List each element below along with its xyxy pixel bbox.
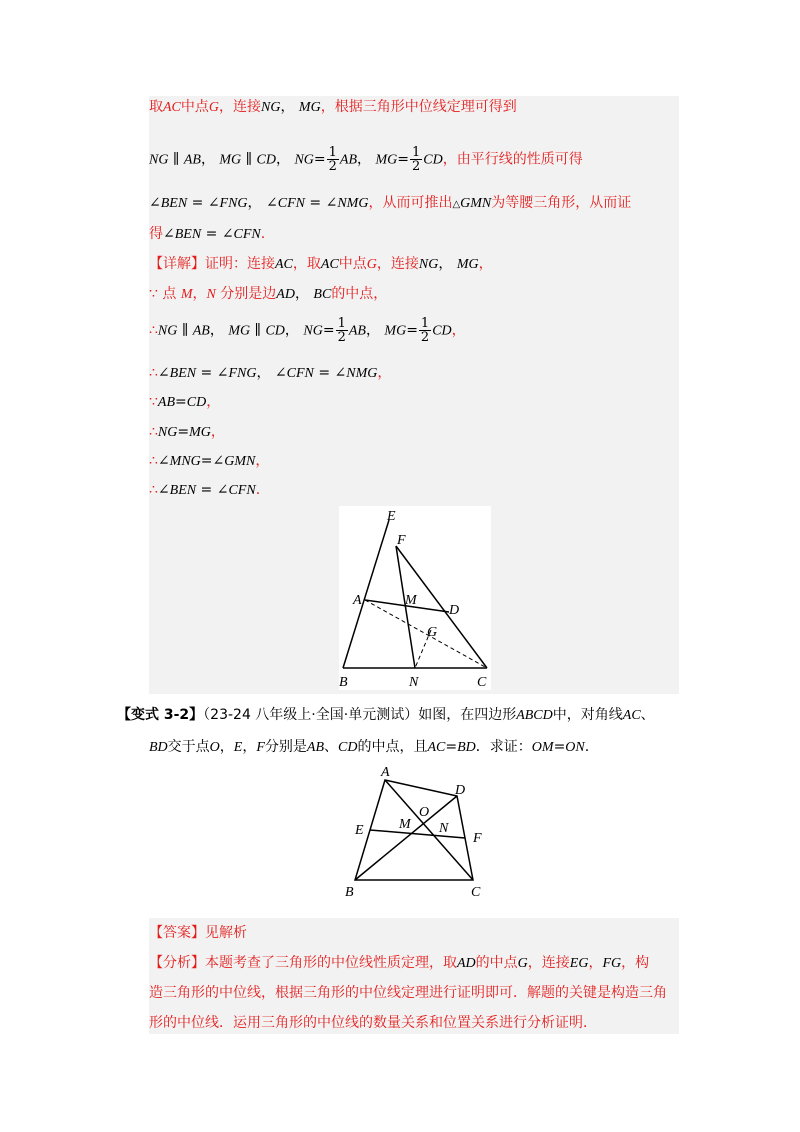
analysis-line-3: 形的中位线．运用三角形的中位线的数量关系和位置关系进行分析证明．	[149, 1015, 597, 1031]
detail-line-3: ∴NG ∥ AB， MG ∥ CD， NG= $\frac{1}{2}$ AB， MG= $\frac{1}{2}$ CD，	[149, 316, 466, 345]
label-C: C	[477, 675, 487, 690]
fraction-half: $\frac{1}{2}$	[328, 145, 337, 174]
label-C: C	[471, 885, 481, 900]
label-N: N	[439, 821, 449, 836]
label-F: F	[473, 831, 482, 846]
analysis-tag: 【分析】	[149, 955, 205, 971]
fraction-half: $\frac{1}{2}$	[337, 316, 346, 345]
hint-line-2: NG ∥ AB， MG ∥ CD， NG= $\frac{1}{2}$ AB， MG= $\frac{1}{2}$ CD，由平行线的性质可得	[149, 145, 583, 174]
diagonal-BD	[355, 796, 457, 880]
label-D: D	[455, 783, 466, 798]
label-G: G	[427, 625, 438, 640]
line-AC-dashed	[365, 600, 487, 668]
figure1-svg	[339, 506, 491, 690]
figure-quadrilateral	[343, 762, 493, 900]
label-M: M	[399, 817, 411, 832]
detail-line-5: ∵AB=CD，	[149, 394, 221, 410]
figure-triangle-midpoints	[339, 506, 491, 690]
analysis-line-1: 【分析】本题考查了三角形的中位线性质定理，取AD的中点G，连接EG，FG，构	[149, 955, 650, 971]
problem-line-2: BD交于点O，E，F分别是AB、CD的中点，且AC=BD．求证：OM=ON.	[149, 739, 590, 755]
detail-tag: 【详解】	[149, 256, 205, 272]
detail-line-7: ∴∠MNG=∠GMN，	[149, 453, 270, 469]
label-O: O	[419, 805, 430, 820]
label-D: D	[449, 603, 460, 618]
label-E: E	[355, 823, 364, 838]
label-E: E	[387, 509, 396, 524]
label-F: F	[397, 533, 406, 548]
label-B: B	[339, 675, 348, 690]
fraction-half: $\frac{1}{2}$	[420, 316, 430, 345]
detail-line-8: ∴∠BEN = ∠CFN.	[149, 482, 261, 498]
line-BE	[343, 520, 389, 668]
label-A: A	[381, 765, 390, 780]
hint-line-4: 得∠BEN = ∠CFN.	[149, 226, 266, 242]
answer-line	[149, 924, 247, 942]
detail-line-2: ∵ 点 M，N 分别是边AD， BC的中点，	[149, 286, 388, 302]
problem-line-1: 【变式 3-2】（23-24 八年级上·全国·单元测试）如图，在四边形ABCD中，对角线AC、	[117, 707, 655, 723]
label-N: N	[409, 675, 419, 690]
analysis-line-2: 造三角形的中位线，根据三角形的中位线定理进行证明即可．解题的关键是构造三角	[149, 985, 667, 1001]
label-B: B	[345, 885, 354, 900]
figure2-svg	[343, 762, 493, 900]
hint-line-3: ∠BEN = ∠FNG， ∠CFN = ∠NMG，从而可推出△GMN为等腰三角形，从而证	[149, 195, 632, 211]
problem-tag: 【变式 3-2】	[117, 707, 204, 723]
detail-line-6: ∴NG=MG，	[149, 424, 225, 440]
line-EF	[370, 830, 465, 838]
hint-line-1: 取AC中点G，连接NG， MG，根据三角形中位线定理可得到	[149, 99, 517, 115]
label-A: A	[353, 593, 362, 608]
fraction-half: $\frac{1}{2}$	[412, 145, 421, 174]
answer-text: 见解析	[205, 925, 247, 941]
answer-tag: 【答案】	[149, 925, 205, 941]
detail-line-1: 【详解】证明：连接AC，取AC中点G，连接NG， MG，	[149, 256, 493, 272]
detail-line-4: ∴∠BEN = ∠FNG， ∠CFN = ∠NMG，	[149, 365, 392, 381]
label-M: M	[405, 593, 417, 608]
